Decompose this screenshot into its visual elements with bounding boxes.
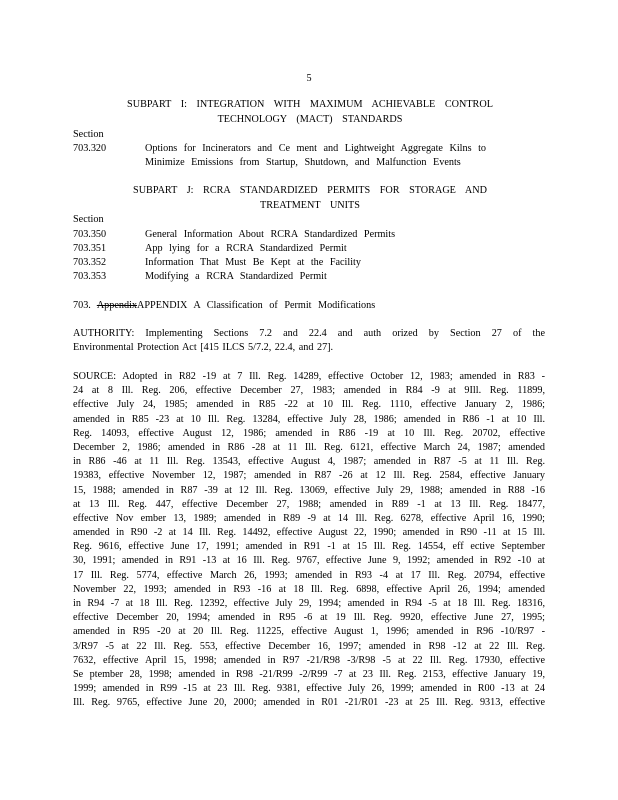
- source-line: 3/R97 -5 at 22 Ill. Reg. 553, effective December 16, 1997; amended in R98 -12 at 22 Ill. Reg.: [73, 640, 545, 652]
- section-title: App lying for a RCRA Standardized Permit: [145, 243, 347, 254]
- source-line: SOURCE: Adopted in R82 -19 at 7 Ill. Reg. 14289, effective October 12, 1983; amended in R83 -: [73, 371, 545, 382]
- section-number: 703.353: [73, 271, 107, 282]
- section-title-line-2: Minimize Emissions from Startup, Shutdown, and Malfunction Events: [145, 157, 461, 168]
- section-title-line-1: Options for Incinerators and Ce ment and Lightweight Aggregate Kilns to: [145, 143, 487, 154]
- page-number: 5: [306, 73, 312, 84]
- source-line: in R94 -7 at 18 Ill. Reg. 12392, effective July 29, 1994; amended in R94 -5 at 18 Ill. Reg. 18316,: [73, 598, 545, 609]
- source-line: at 13 Ill. Reg. 447, effective December 27, 1988; amended in R89 -1 at 13 Ill. Reg. 18477,: [73, 498, 545, 510]
- source-line: November 22, 1993; amended in R93 -16 at 18 Ill. Reg. 6898, effective April 26, 1994; amended: [73, 583, 545, 595]
- source-line: Se ptember 28, 1998; amended in R98 -21/R99 -2/R99 -7 at 23 Ill. Reg. 2153, effective January 19,: [73, 668, 545, 680]
- subpart-j-section-label: Section: [73, 214, 104, 225]
- source-line: 7632, effective April 15, 1998; amended in R97 -21/R98 -3/R98 -5 at 22 Ill. Reg. 17930, effective: [73, 654, 545, 666]
- section-number: 703.352: [73, 257, 107, 268]
- appendix-number: 703.: [73, 300, 91, 311]
- source-line: amended in R85 -23 at 10 Ill. Reg. 13284, effective July 28, 1986; amended in R86 -1 at 10 Ill.: [73, 413, 545, 425]
- source-line: 19383, effective November 12, 1987; amended in R87 -26 at 12 Ill. Reg. 2584, effective January: [73, 470, 545, 482]
- subpart-i-heading-line-1: SUBPART I: INTEGRATION WITH MAXIMUM ACHIEVABLE CONTROL: [127, 99, 493, 110]
- source-line: December 2, 1986; amended in R86 -28 at 11 Ill. Reg. 6121, effective March 24, 1987; amended: [73, 441, 545, 453]
- source-line: amended in R90 -2 at 14 Ill. Reg. 14492, effective August 22, 1990; amended in R90 -11 at 15 Ill.: [73, 527, 545, 539]
- source-line: in R86 -46 at 11 Ill. Reg. 13543, effective August 4, 1987; amended in R87 -5 at 11 Ill. Reg.: [73, 456, 545, 468]
- source-line: amended in R95 -20 at 20 Ill. Reg. 11225, effective August 1, 1996; amended in R96 -10/R97 -: [73, 626, 545, 638]
- source-line: effective July 24, 1985; amended in R85 -22 at 10 Ill. Reg. 1110, effective January 2, 1986;: [73, 399, 545, 411]
- source-line: effective Nov ember 13, 1989; amended in R89 -9 at 14 Ill. Reg. 6278, effective April 16, 1990;: [73, 512, 545, 524]
- source-line: 24 at 8 Ill. Reg. 206, effective December 27, 1983; amended in R84 -9 at 9Ill. Reg. 11899,: [73, 385, 545, 397]
- subpart-i-heading-line-2: TECHNOLOGY (MACT) STANDARDS: [217, 114, 403, 125]
- source-line: effective December 20, 1994; amended in R95 -6 at 19 Ill. Reg. 9920, effective June 27, 1995;: [73, 612, 545, 624]
- authority-paragraph: [73, 327, 545, 355]
- section-number: 703.320: [73, 143, 107, 154]
- subpart-j-heading-line-1: SUBPART J: RCRA STANDARDIZED PERMITS FOR STORAGE AND: [133, 185, 487, 196]
- appendix-word: APPENDIX: [137, 300, 188, 311]
- section-title: Modifying a RCRA Standardized Permit: [145, 271, 327, 282]
- source-line: 17 Ill. Reg. 5774, effective March 26, 1993; amended in R93 -4 at 17 Ill. Reg. 20794, effective: [73, 569, 545, 581]
- section-number: 703.350: [73, 229, 107, 240]
- source-line: Ill. Reg. 9765, effective June 20, 2000; amended in R01 -21/R01 -23 at 25 Ill. Reg. 9313, effective: [73, 697, 545, 709]
- source-line: 30, 1991; amended in R91 -13 at 16 Ill. Reg. 9767, effective June 9, 1992; amended in R92 -10 at: [73, 555, 545, 567]
- authority-line: AUTHORITY: Implementing Sections 7.2 and 22.4 and auth orized by Section 27 of the: [73, 328, 545, 339]
- section-title: Information That Must Be Kept at the Facility: [145, 257, 361, 268]
- appendix-struck-word: Appendix: [96, 300, 137, 311]
- section-number: 703.351: [73, 243, 107, 254]
- subpart-i-section-label: Section: [73, 129, 104, 140]
- source-line: 15, 1988; amended in R87 -39 at 12 Ill. Reg. 13069, effective July 29, 1988; amended in R88 -16: [73, 484, 545, 496]
- source-line: 1999; amended in R99 -15 at 23 Ill. Reg. 9381, effective July 26, 1999; amended in R00 -13 at 24: [73, 683, 545, 695]
- source-paragraph: [73, 370, 545, 711]
- authority-line: Environmental Protection Act [415 ILCS 5/7.2, 22.4, and 27].: [73, 342, 334, 354]
- appendix-title: A Classification of Permit Modifications: [193, 300, 376, 311]
- appendix-line: [73, 299, 375, 313]
- source-line: Reg. 9616, effective June 17, 1991; amended in R91 -1 at 15 Ill. Reg. 14554, eff ective September: [73, 541, 545, 553]
- source-line: Reg. 14093, effective August 12, 1986; amended in R86 -19 at 10 Ill. Reg. 20702, effective: [73, 427, 545, 439]
- section-title: General Information About RCRA Standardized Permits: [145, 229, 396, 240]
- subpart-j-heading-line-2: TREATMENT UNITS: [260, 200, 360, 211]
